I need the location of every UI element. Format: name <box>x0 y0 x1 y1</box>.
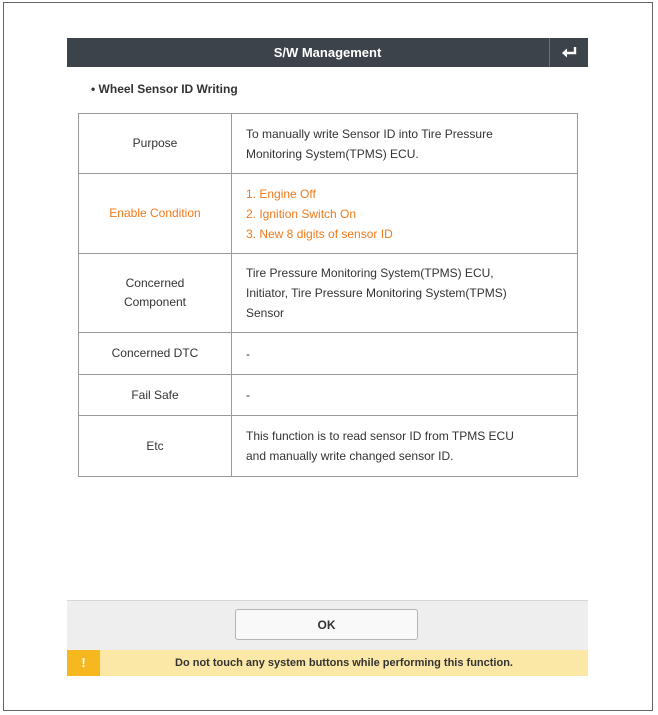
value-line: 2. Ignition Switch On <box>246 206 357 221</box>
warning-message: Do not touch any system buttons while performing this function. <box>175 657 513 669</box>
table-row <box>79 174 578 254</box>
row-label: Fail Safe <box>79 375 232 416</box>
value-line: and manually write changed sensor ID. <box>246 449 454 463</box>
label-line: Concerned <box>125 276 185 290</box>
ok-button[interactable]: OK <box>235 609 418 640</box>
warning-bar <box>67 650 588 676</box>
page-title: S/W Management <box>273 45 382 60</box>
value-line: - <box>246 388 250 402</box>
row-label: Concerned DTC <box>79 333 232 375</box>
row-value <box>232 254 578 333</box>
value-line: To manually write Sensor ID into Tire Pressure <box>246 126 493 141</box>
info-table <box>78 113 578 477</box>
value-line: Sensor <box>246 306 285 320</box>
row-label: Purpose <box>79 114 232 174</box>
row-value <box>232 375 578 416</box>
bottom-bar <box>67 600 588 651</box>
row-label <box>79 254 232 333</box>
row-value <box>232 174 578 254</box>
table-row <box>79 114 578 174</box>
table-row <box>79 333 578 375</box>
row-value <box>232 333 578 375</box>
row-value <box>232 416 578 477</box>
table-row <box>79 375 578 416</box>
table-row <box>79 254 578 333</box>
row-label: Etc <box>79 416 232 477</box>
back-button[interactable] <box>549 38 588 67</box>
value-line: Tire Pressure Monitoring System(TPMS) ECU, <box>246 266 494 280</box>
value-line: Monitoring System(TPMS) ECU. <box>246 146 419 161</box>
warning-icon: ! <box>67 650 100 676</box>
row-label: Enable Condition <box>79 174 232 254</box>
label-line: Component <box>123 295 187 309</box>
row-value <box>232 114 578 174</box>
return-arrow-icon <box>560 46 578 60</box>
section-title: • Wheel Sensor ID Writing <box>91 82 238 96</box>
value-line: Initiator, Tire Pressure Monitoring System(TPMS) <box>246 286 507 300</box>
value-line: - <box>246 346 250 361</box>
value-line: This function is to read sensor ID from TPMS ECU <box>246 429 514 443</box>
table-row <box>79 416 578 477</box>
value-line: 1. Engine Off <box>246 186 316 201</box>
title-bar <box>67 38 588 67</box>
value-line: 3. New 8 digits of sensor ID <box>246 226 393 241</box>
